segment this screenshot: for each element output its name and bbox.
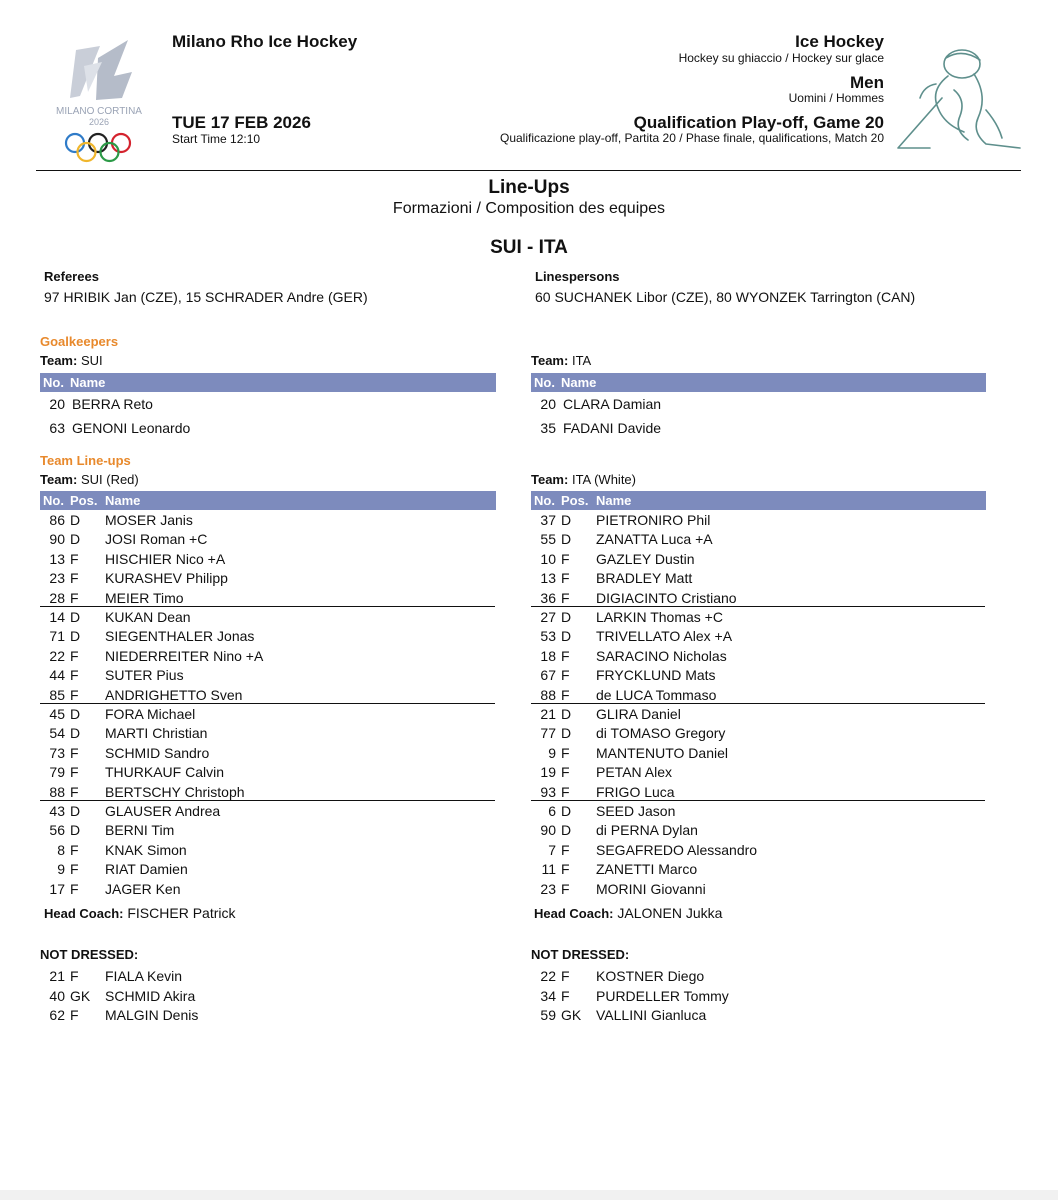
line-separator xyxy=(40,800,495,801)
player-name: ZANATTA Luca +A xyxy=(596,531,713,548)
sport-title: Ice Hockey xyxy=(795,32,884,51)
player-name: HISCHIER Nico +A xyxy=(105,550,226,567)
lineup-row xyxy=(531,511,986,530)
lineup-row xyxy=(531,530,986,549)
gk-header-right: No. Name xyxy=(531,373,986,392)
lineup-row xyxy=(531,724,986,743)
gender-subtitle: Uomini / Hommes xyxy=(788,91,884,105)
not-dressed-row xyxy=(531,987,986,1006)
player-number: 6 xyxy=(548,803,556,819)
player-position: D xyxy=(561,725,572,742)
player-name: KOSTNER Diego xyxy=(596,968,705,984)
player-position: D xyxy=(561,803,572,819)
player-position: D xyxy=(561,512,572,528)
player-number: 13 xyxy=(540,570,556,587)
player-number: 63 xyxy=(49,420,65,436)
logo-text: MILANO CORTINA xyxy=(56,106,142,117)
player-number: 8 xyxy=(57,841,65,858)
player-position: D xyxy=(70,725,81,742)
match-title: SUI - ITA xyxy=(490,237,568,258)
player-number: 20 xyxy=(49,396,65,412)
player-name: RIAT Damien xyxy=(105,861,188,878)
player-number: 40 xyxy=(49,987,65,1004)
player-name: FIALA Kevin xyxy=(105,968,183,984)
lineup-header-right: No. Pos. Name xyxy=(531,491,986,510)
player-position: D xyxy=(561,822,572,839)
player-number: 53 xyxy=(540,628,556,645)
player-number: 22 xyxy=(49,647,65,664)
player-position: GK xyxy=(70,987,91,1004)
player-name: MANTENUTO Daniel xyxy=(596,744,728,761)
referees-label: Referees xyxy=(44,269,99,284)
player-position: F xyxy=(561,783,570,800)
player-position: D xyxy=(561,531,572,548)
player-name: MEIER Timo xyxy=(105,589,184,606)
line-separator xyxy=(531,606,985,607)
player-number: 44 xyxy=(49,667,65,684)
lineup-row xyxy=(531,821,986,840)
lineup-row xyxy=(40,608,496,627)
player-name: PURDELLER Tommy xyxy=(596,987,729,1004)
event-date: TUE 17 FEB 2026 xyxy=(172,113,311,132)
player-position: F xyxy=(561,968,570,984)
player-name: SCHMID Sandro xyxy=(105,744,210,761)
player-number: 59 xyxy=(540,1007,556,1023)
sport-subtitle: Hockey su ghiaccio / Hockey sur glace xyxy=(678,51,884,65)
lineup-row xyxy=(40,880,496,899)
lineup-row xyxy=(40,821,496,840)
player-number: 35 xyxy=(540,420,556,436)
player-position: F xyxy=(70,686,79,703)
lineup-row xyxy=(40,530,496,549)
player-number: 71 xyxy=(49,628,65,645)
lineup-row xyxy=(531,860,986,879)
player-number: 18 xyxy=(540,647,556,664)
player-position: F xyxy=(561,841,570,858)
player-number: 54 xyxy=(49,725,65,742)
player-number: 27 xyxy=(540,609,556,625)
page-subtitle: Formazioni / Composition des equipes xyxy=(392,200,666,217)
lineup-row xyxy=(40,686,496,705)
player-position: F xyxy=(70,841,79,858)
player-name: KUKAN Dean xyxy=(105,609,191,625)
event-subtitle: Qualificazione play-off, Partita 20 / Phase finale, qualifications, Match 20 xyxy=(500,131,884,145)
player-position: D xyxy=(70,706,81,722)
not-dressed-row xyxy=(40,987,496,1006)
player-name: SCHMID Akira xyxy=(105,987,196,1004)
player-name: MALGIN Denis xyxy=(105,1007,199,1023)
player-position: F xyxy=(70,783,79,800)
gk-team-left: Team: SUI xyxy=(40,353,103,368)
player-number: 23 xyxy=(49,570,65,587)
player-position: GK xyxy=(561,1007,582,1023)
olympic-logo xyxy=(40,36,158,166)
lineup-row xyxy=(40,705,496,724)
player-name: GLIRA Daniel xyxy=(596,706,681,722)
player-name: KURASHEV Philipp xyxy=(105,570,228,587)
linespersons-list: 60 SUCHANEK Libor (CZE), 80 WYONZEK Tarrington (CAN) xyxy=(535,289,916,305)
gk-header-left: No. Name xyxy=(40,373,496,392)
milano-cortina-emblem-icon xyxy=(40,36,158,116)
player-position: F xyxy=(70,589,79,606)
lineup-row xyxy=(531,880,986,899)
page-title: Line-Ups xyxy=(488,177,570,198)
lineup-row xyxy=(40,511,496,530)
player-number: 62 xyxy=(49,1007,65,1023)
player-name: JAGER Ken xyxy=(105,880,181,897)
lineup-row xyxy=(40,802,496,821)
player-name: di TOMASO Gregory xyxy=(596,725,726,742)
lineup-team-right: Team: ITA (White) xyxy=(531,472,636,487)
player-name: NIEDERREITER Nino +A xyxy=(105,647,264,664)
lineup-row xyxy=(531,763,986,782)
player-position: D xyxy=(70,609,81,625)
lineup-row xyxy=(40,744,496,763)
lineup-row xyxy=(40,783,496,802)
player-name: BRADLEY Matt xyxy=(596,570,693,587)
player-position: D xyxy=(70,531,81,548)
player-number: 9 xyxy=(548,744,556,761)
not-dressed-row xyxy=(40,1006,496,1025)
lineup-row xyxy=(40,841,496,860)
player-name: BERRA Reto xyxy=(72,396,153,412)
player-number: 21 xyxy=(540,706,556,722)
olympic-rings-icon xyxy=(64,132,134,166)
player-number: 21 xyxy=(49,968,65,984)
player-position: D xyxy=(561,609,572,625)
player-number: 13 xyxy=(49,550,65,567)
goalkeeper-row xyxy=(40,419,496,438)
player-number: 73 xyxy=(49,744,65,761)
lineup-row xyxy=(40,569,496,588)
player-name: TRIVELLATO Alex +A xyxy=(596,628,733,645)
player-number: 85 xyxy=(49,686,65,703)
ice-hockey-pictogram-icon xyxy=(890,40,1024,154)
lineup-row xyxy=(40,724,496,743)
player-name: LARKIN Thomas +C xyxy=(596,609,723,625)
player-position: F xyxy=(70,861,79,878)
player-position: F xyxy=(561,647,570,664)
goalkeeper-row xyxy=(40,395,496,414)
player-position: F xyxy=(70,570,79,587)
player-number: 79 xyxy=(49,764,65,781)
lineup-row xyxy=(531,550,986,569)
player-position: F xyxy=(561,987,570,1004)
line-separator xyxy=(40,606,495,607)
event-title: Qualification Play-off, Game 20 xyxy=(633,113,884,132)
header-divider xyxy=(36,170,1021,171)
lineup-row xyxy=(531,627,986,646)
player-name: FRIGO Luca xyxy=(596,783,675,800)
player-position: F xyxy=(561,861,570,878)
head-coach-right: Head Coach: JALONEN Jukka xyxy=(534,905,723,921)
player-name: SEGAFREDO Alessandro xyxy=(596,841,758,858)
lineup-row xyxy=(40,627,496,646)
player-name: di PERNA Dylan xyxy=(596,822,698,839)
not-dressed-row xyxy=(40,967,496,986)
player-number: 93 xyxy=(540,783,556,800)
player-position: D xyxy=(70,803,81,819)
player-number: 45 xyxy=(49,706,65,722)
lineup-row xyxy=(531,783,986,802)
lineup-row xyxy=(40,589,496,608)
player-position: F xyxy=(70,647,79,664)
player-number: 20 xyxy=(540,396,556,412)
lineup-team-left: Team: SUI (Red) xyxy=(40,472,139,487)
player-name: FORA Michael xyxy=(105,706,196,722)
player-name: GAZLEY Dustin xyxy=(596,550,695,567)
player-position: F xyxy=(70,667,79,684)
gender-title: Men xyxy=(850,73,884,92)
player-number: 14 xyxy=(49,609,65,625)
player-name: MOSER Janis xyxy=(105,512,193,528)
player-position: D xyxy=(561,628,572,645)
player-number: 77 xyxy=(540,725,556,742)
player-number: 43 xyxy=(49,803,65,819)
player-number: 34 xyxy=(540,987,556,1004)
player-number: 10 xyxy=(540,550,556,567)
player-number: 88 xyxy=(49,783,65,800)
player-number: 88 xyxy=(540,686,556,703)
player-position: F xyxy=(70,1007,79,1023)
start-time: Start Time 12:10 xyxy=(172,132,261,146)
referees-list: 97 HRIBIK Jan (CZE), 15 SCHRADER Andre (GER) xyxy=(44,289,368,305)
line-separator xyxy=(40,703,495,704)
player-position: D xyxy=(561,706,572,722)
player-name: MORINI Giovanni xyxy=(596,880,706,897)
lineup-header-left: No. Pos. Name xyxy=(40,491,496,510)
player-name: SARACINO Nicholas xyxy=(596,647,727,664)
player-number: 90 xyxy=(540,822,556,839)
player-name: FADANI Davide xyxy=(563,420,662,436)
head-coach-left: Head Coach: FISCHER Patrick xyxy=(44,905,236,921)
player-number: 7 xyxy=(548,841,556,858)
goalkeeper-row xyxy=(531,395,986,414)
player-number: 23 xyxy=(540,880,556,897)
player-position: F xyxy=(561,550,570,567)
player-number: 28 xyxy=(49,589,65,606)
lineup-row xyxy=(531,569,986,588)
lineup-row xyxy=(531,841,986,860)
not-dressed-row xyxy=(531,1006,986,1025)
player-number: 9 xyxy=(57,861,65,878)
player-position: F xyxy=(561,667,570,684)
player-name: FRYCKLUND Mats xyxy=(596,667,716,684)
player-name: BERNI Tim xyxy=(105,822,175,839)
not-dressed-label-left: NOT DRESSED: xyxy=(40,947,139,962)
lineup-row xyxy=(40,647,496,666)
gk-team-right: Team: ITA xyxy=(531,353,592,368)
venue-name: Milano Rho Ice Hockey xyxy=(172,32,358,51)
player-position: F xyxy=(561,764,570,781)
player-name: DIGIACINTO Cristiano xyxy=(596,589,737,606)
linespersons-label: Linespersons xyxy=(535,269,620,284)
player-number: 86 xyxy=(49,512,65,528)
logo-year: 2026 xyxy=(88,117,110,127)
player-name: GENONI Leonardo xyxy=(72,420,191,436)
lineup-row xyxy=(531,647,986,666)
goalkeeper-row xyxy=(531,419,986,438)
player-number: 17 xyxy=(49,880,65,897)
player-number: 22 xyxy=(540,968,556,984)
player-position: D xyxy=(70,512,81,528)
lineup-row xyxy=(40,550,496,569)
player-position: D xyxy=(70,822,81,839)
player-name: SEED Jason xyxy=(596,803,676,819)
player-name: VALLINI Gianluca xyxy=(596,1007,707,1023)
player-name: PIETRONIRO Phil xyxy=(596,512,711,528)
player-number: 37 xyxy=(540,512,556,528)
player-position: F xyxy=(561,744,570,761)
player-position: F xyxy=(70,550,79,567)
lineup-row xyxy=(40,666,496,685)
line-separator xyxy=(531,800,985,801)
lineup-row xyxy=(40,763,496,782)
player-position: F xyxy=(70,764,79,781)
player-position: F xyxy=(70,744,79,761)
lineup-row xyxy=(531,608,986,627)
lineup-row xyxy=(531,802,986,821)
player-name: CLARA Damian xyxy=(563,396,662,412)
player-position: F xyxy=(561,589,570,606)
player-name: SUTER Pius xyxy=(105,667,184,684)
lineup-row xyxy=(531,705,986,724)
lineup-row xyxy=(531,686,986,705)
not-dressed-label-right: NOT DRESSED: xyxy=(531,947,630,962)
not-dressed-row xyxy=(531,967,986,986)
player-number: 67 xyxy=(540,667,556,684)
player-name: KNAK Simon xyxy=(105,841,187,858)
lineup-row xyxy=(531,744,986,763)
player-position: F xyxy=(561,570,570,587)
player-position: F xyxy=(561,686,570,703)
player-number: 19 xyxy=(540,764,556,781)
player-name: MARTI Christian xyxy=(105,725,208,742)
player-number: 55 xyxy=(540,531,556,548)
player-name: ZANETTI Marco xyxy=(596,861,698,878)
player-name: ANDRIGHETTO Sven xyxy=(105,686,243,703)
page-footer-strip xyxy=(0,1190,1058,1200)
player-name: JOSI Roman +C xyxy=(105,531,208,548)
player-name: THURKAUF Calvin xyxy=(105,764,225,781)
player-position: F xyxy=(561,880,570,897)
player-number: 36 xyxy=(540,589,556,606)
lineup-row xyxy=(531,666,986,685)
goalkeepers-heading: Goalkeepers xyxy=(40,334,119,349)
lineup-row xyxy=(40,860,496,879)
player-number: 11 xyxy=(541,861,556,878)
player-name: SIEGENTHALER Jonas xyxy=(105,628,255,645)
player-position: F xyxy=(70,968,79,984)
player-name: PETAN Alex xyxy=(596,764,672,781)
player-number: 90 xyxy=(49,531,65,548)
player-name: GLAUSER Andrea xyxy=(105,803,221,819)
lineup-row xyxy=(531,589,986,608)
player-name: de LUCA Tommaso xyxy=(596,686,717,703)
player-name: BERTSCHY Christoph xyxy=(105,783,245,800)
player-position: F xyxy=(70,880,79,897)
line-separator xyxy=(531,703,985,704)
team-lineups-heading: Team Line-ups xyxy=(40,453,131,468)
player-position: D xyxy=(70,628,81,645)
player-number: 56 xyxy=(49,822,65,839)
